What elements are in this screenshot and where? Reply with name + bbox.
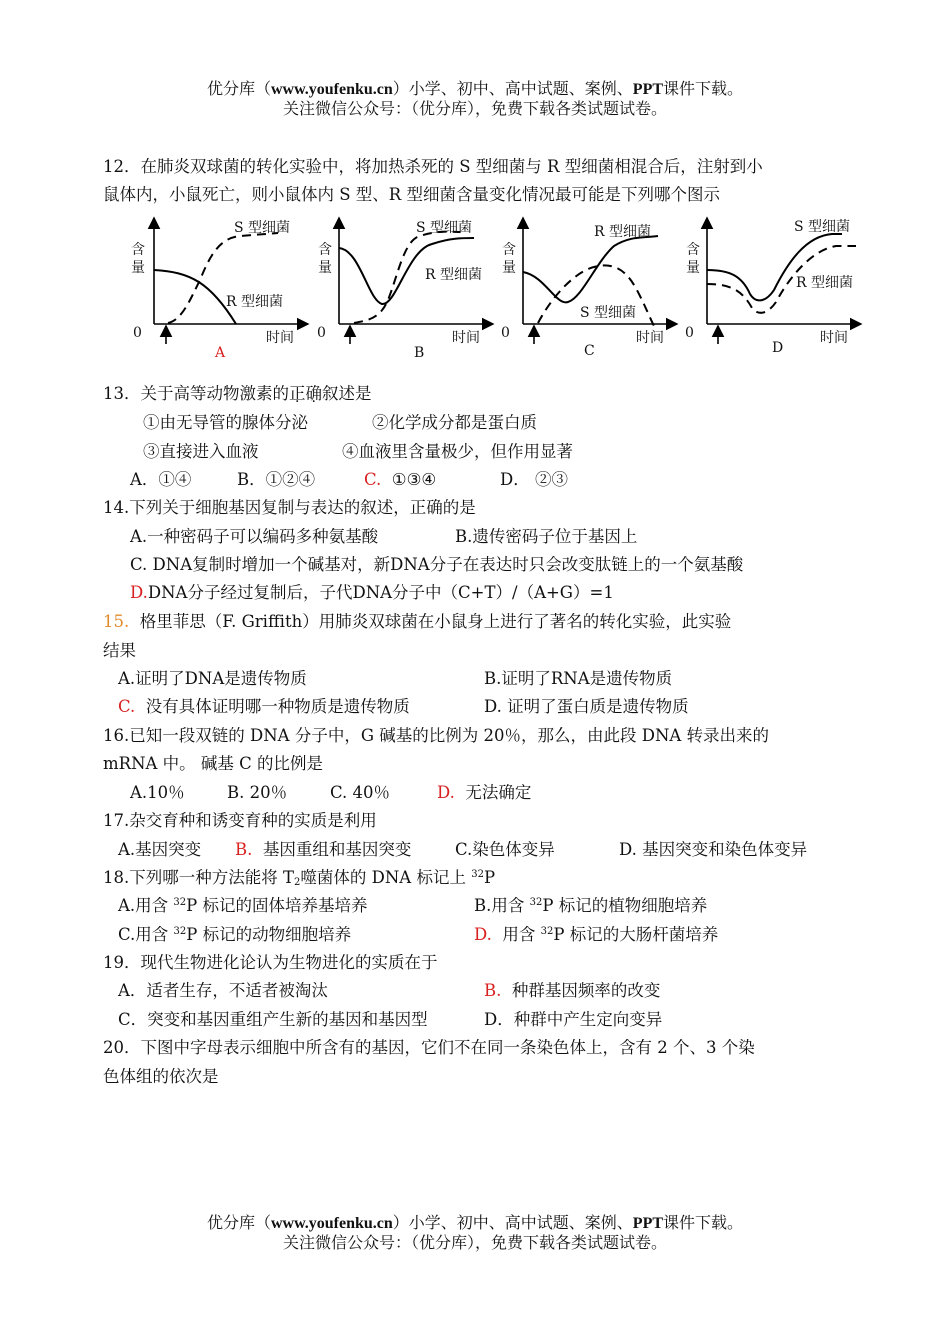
q12-stem-line2: 鼠体内，小鼠死亡，则小鼠体内 S 型、R 型细菌含量变化情况最可能是下列哪个图示 [103, 185, 720, 204]
q18-stem: 18.下列哪一种方法能将 $T_2$噬菌体的 DNA 标记上 $^{32}$P [103, 868, 496, 888]
q17-option-b: B. 基因重组和基因突变 [235, 840, 412, 859]
q18-option-c: C.用含 $^{32}$P 标记的动物细胞培养 [118, 925, 352, 944]
q15-stem: 15. 格里菲思（F. Griffith）用肺炎双球菌在小鼠身上进行了著名的转化实验，此实验 [103, 612, 732, 631]
svg-text:R 型细菌: R 型细菌 [425, 267, 482, 283]
svg-text:S 型细菌: S 型细菌 [794, 219, 851, 235]
svg-text:含: 含 [131, 242, 145, 258]
q13-option-d: D． ②③ [500, 470, 568, 489]
q19-option-d: D．种群中产生定向变异 [484, 1010, 663, 1029]
svg-text:0: 0 [317, 325, 326, 341]
svg-text:D: D [772, 340, 784, 356]
q14-option-d: D.DNA分子经过复制后，子代DNA分子中（C+T）/（A+G）=1 [130, 583, 614, 602]
svg-text:B: B [414, 345, 425, 361]
svg-text:0: 0 [133, 325, 142, 341]
q17-option-d: D. 基因突变和染色体变异 [619, 840, 808, 859]
website-link[interactable]: www.youfenku.cn [270, 81, 393, 98]
q18-option-b: B.用含 $^{32}$P 标记的植物细胞培养 [474, 896, 708, 915]
svg-text:时间: 时间 [636, 330, 664, 346]
q17-stem: 17.杂交育种和诱变育种的实质是利用 [103, 811, 377, 830]
svg-text:含: 含 [318, 242, 332, 258]
q13-option-a: A．①④ [130, 470, 192, 489]
answer-marker: D. [437, 783, 455, 802]
q13-statement-2: ②化学成分都是蛋白质 [372, 413, 537, 432]
answer-marker: D. [474, 925, 492, 944]
q20-stem-line1: 20．下图中字母表示细胞中所含有的基因，它们不在同一条染色体上，含有 2 个、3 个染 [103, 1038, 755, 1057]
svg-text:0: 0 [685, 325, 694, 341]
svg-text:C: C [584, 343, 595, 359]
q18-option-a: A.用含 $^{32}$P 标记的固体培养基培养 [118, 896, 368, 915]
svg-text:R 型细菌: R 型细菌 [226, 294, 283, 310]
q16-stem-line1: 16.已知一段双链的 DNA 分子中，G 碱基的比例为 20％，那么，由此段 DNA 转录出来的 [103, 726, 770, 745]
q12-stem-line1: 12．在肺炎双球菌的转化实验中，将加热杀死的 S 型细菌与 R 型细菌相混合后，注射到小 [103, 157, 763, 176]
svg-text:A: A [215, 345, 226, 361]
svg-text:含: 含 [502, 242, 516, 258]
q13-statement-3: ③直接进入血液 [143, 442, 259, 461]
q19-option-b: B. 种群基因频率的改变 [484, 981, 661, 1000]
svg-text:量: 量 [686, 260, 700, 276]
svg-text:0: 0 [501, 325, 510, 341]
q16-option-a: A.10％ [130, 783, 185, 802]
svg-text:S 型细菌: S 型细菌 [416, 220, 473, 236]
q16-option-c: C. 40％ [330, 783, 391, 802]
q15-option-d: D. 证明了蛋白质是遗传物质 [484, 697, 689, 716]
q19-stem: 19．现代生物进化论认为生物进化的实质在于 [103, 953, 438, 972]
q12-graphs [0, 0, 950, 370]
answer-marker: C. [118, 697, 136, 716]
website-link[interactable]: www.youfenku.cn [270, 1215, 393, 1232]
svg-text:量: 量 [502, 260, 516, 276]
q16-option-d: D. 无法确定 [437, 783, 532, 802]
graph-a [154, 218, 308, 344]
q15-option-a: A.证明了DNA是遗传物质 [118, 669, 307, 688]
svg-text:时间: 时间 [820, 330, 848, 346]
q14-option-c: C. DNA复制时增加一个碱基对，新DNA分子在表达时只会改变肽链上的一个氨基酸 [130, 555, 744, 574]
q15-stem-line2: 结果 [103, 641, 136, 660]
q13-stem: 13．关于高等动物激素的正确叙述是 [103, 384, 372, 403]
svg-text:S 型细菌: S 型细菌 [234, 220, 291, 236]
answer-marker: B. [484, 981, 502, 1000]
page-footer-line1: 优分库（www.youfenku.cn）小学、初中、高中试题、案例、PPT课件下载。 [206, 1213, 744, 1232]
svg-text:时间: 时间 [452, 330, 480, 346]
q20-stem-line2: 色体组的依次是 [103, 1067, 219, 1086]
q17-option-c: C.染色体变异 [455, 840, 555, 859]
q16-stem-line2: mRNA 中。 碱基 C 的比例是 [103, 754, 324, 773]
svg-text:S 型细菌: S 型细菌 [580, 305, 637, 321]
q13-statement-4: ④血液里含量极少，但作用显著 [342, 442, 573, 461]
q13-option-c: C. ①③④ [364, 470, 437, 489]
page-header-line2: 关注微信公众号：（优分库），免费下载各类试题试卷。 [282, 99, 667, 118]
svg-text:含: 含 [686, 242, 700, 258]
q14-stem: 14.下列关于细胞基因复制与表达的叙述，正确的是 [103, 498, 476, 517]
q13-option-b: B．①②④ [237, 470, 316, 489]
svg-text:R 型细菌: R 型细菌 [594, 224, 651, 240]
svg-text:量: 量 [318, 260, 332, 276]
answer-marker: B. [235, 840, 253, 859]
q13-statement-1: ①由无导管的腺体分泌 [143, 413, 308, 432]
q14-option-b: B.遗传密码子位于基因上 [455, 527, 638, 546]
page-footer-line2: 关注微信公众号：（优分库），免费下载各类试题试卷。 [282, 1233, 667, 1252]
q15-option-b: B.证明了RNA是遗传物质 [484, 669, 673, 688]
svg-text:量: 量 [131, 260, 145, 276]
svg-text:R 型细菌: R 型细菌 [796, 275, 853, 291]
q18-option-d: D. 用含 $^{32}$P 标记的大肠杆菌培养 [474, 925, 719, 944]
q15-option-c: C. 没有具体证明哪一种物质是遗传物质 [118, 697, 410, 716]
answer-marker: D. [130, 583, 148, 602]
q17-option-a: A.基因突变 [118, 840, 202, 859]
answer-marker: C. [364, 470, 382, 489]
q19-option-a: A．适者生存，不适者被淘汰 [118, 981, 328, 1000]
q14-option-a: A.一种密码子可以编码多种氨基酸 [130, 527, 379, 546]
svg-text:时间: 时间 [266, 330, 294, 346]
q19-option-c: C．突变和基因重组产生新的基因和基因型 [118, 1010, 428, 1029]
q16-option-b: B. 20％ [227, 783, 288, 802]
page-header-line1: 优分库（www.youfenku.cn）小学、初中、高中试题、案例、PPT课件下载。 [206, 79, 744, 98]
